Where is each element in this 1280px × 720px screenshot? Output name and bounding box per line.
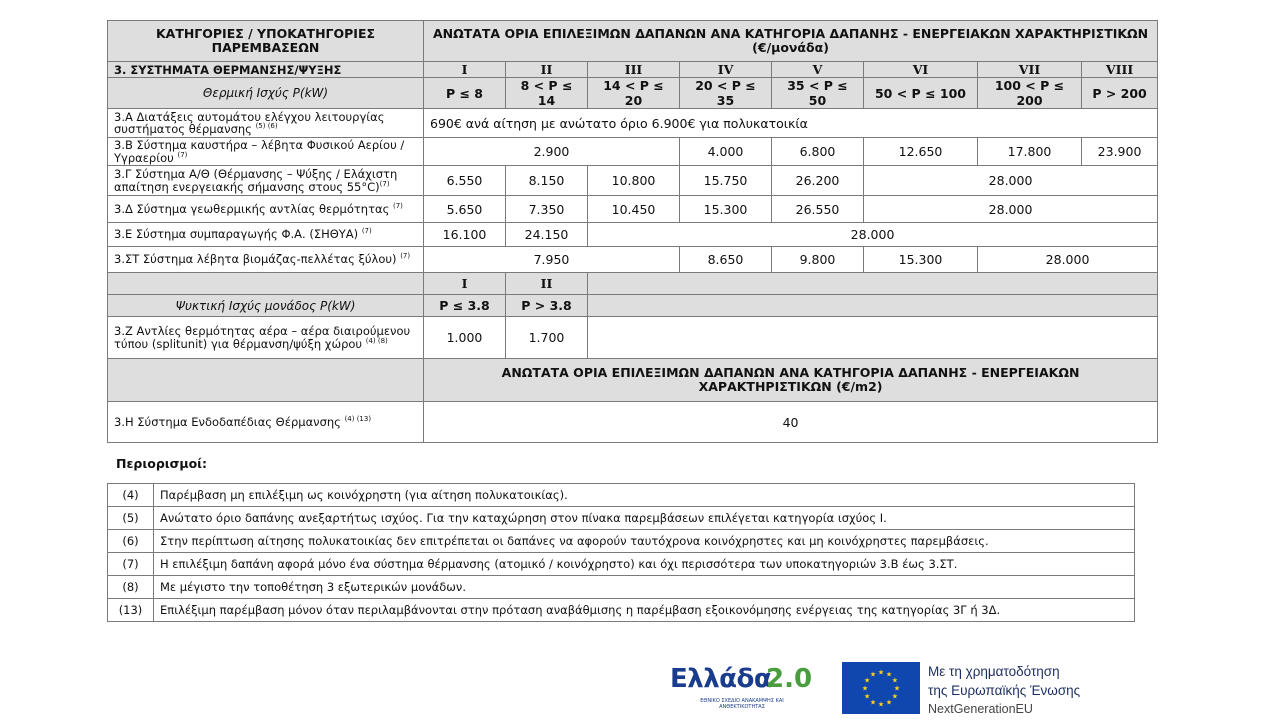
cell-value: 15.300 xyxy=(680,196,772,223)
cell-value: 28.000 xyxy=(978,247,1158,273)
cell-value: 2.900 xyxy=(424,138,680,166)
cell-value: 1.000 xyxy=(424,317,506,359)
restrictions-table xyxy=(107,483,1135,622)
row-label xyxy=(108,402,424,443)
eu-line-1: Με τη χρηματοδότηση xyxy=(928,664,1060,679)
footnote-ref: (7) xyxy=(177,150,188,159)
empty-cell xyxy=(108,359,424,402)
row-label-text: 3.Ζ Αντλίες θερμότητας αέρα – αέρα διαιρούμενου τύπου (splitunit) για θέρμανση/ψύξη χώρου xyxy=(114,324,411,351)
cell-value: 15.300 xyxy=(864,247,978,273)
cooling-class-2: II xyxy=(506,273,588,295)
cell-value: 12.650 xyxy=(864,138,978,166)
row-label-text: 3.Β Σύστημα καυστήρα – λέβητα Φυσικού Αερίου / Υγραερίου xyxy=(114,138,405,165)
table-row xyxy=(108,166,1158,196)
eu-star-icon: ★ xyxy=(863,676,871,685)
table-row xyxy=(108,402,1158,443)
eu-star-icon: ★ xyxy=(869,670,877,679)
thermal-power-label: Θερμική Ισχύς P(kW) xyxy=(108,78,424,109)
power-range-2: 8 < P ≤ 14 xyxy=(506,78,588,109)
footnote-ref: (7) xyxy=(361,227,372,236)
table-row xyxy=(108,138,1158,166)
note-row xyxy=(108,576,1135,599)
section-title: 3. ΣΥΣΤΗΜΑΤΑ ΘΕΡΜΑΝΣΗΣ/ΨΥΞΗΣ xyxy=(108,62,424,78)
greece-logo-number: 2.0 xyxy=(766,664,813,694)
header-categories: ΚΑΤΗΓΟΡΙΕΣ / ΥΠΟΚΑΤΗΓΟΡΙΕΣ ΠΑΡΕΜΒΑΣΕΩΝ xyxy=(108,21,424,62)
power-class-4: IV xyxy=(680,62,772,78)
row-label-text: 3.Γ Σύστημα Α/Θ (Θέρμανσης – Ψύξης / Ελάχιστη απαίτηση ενεργειακής σήμανσης στους 55°C) xyxy=(114,167,398,194)
greece-logo-subtitle: ΕΘΝΙΚΟ ΣΧΕΔΙΟ ΑΝΑΚΑΜΨΗΣ ΚΑΙ ΑΝΘΕΚΤΙΚΟΤΗΤΑΣ xyxy=(700,698,784,710)
power-class-8: VIII xyxy=(1082,62,1158,78)
note-number: (8) xyxy=(108,576,154,599)
cooling-class-1: I xyxy=(424,273,506,295)
header-cost-limits xyxy=(424,21,1158,62)
eu-star-icon: ★ xyxy=(893,684,901,693)
power-class-6: VI xyxy=(864,62,978,78)
eu-star-icon: ★ xyxy=(869,698,877,707)
header-m2-line2: ΧΑΡΑΚΤΗΡΙΣΤΙΚΩΝ (€/m2) xyxy=(698,379,883,394)
note-row xyxy=(108,484,1135,507)
greece-2-0-logo xyxy=(666,664,816,712)
cell-value: 10.450 xyxy=(588,196,680,223)
power-class-3: III xyxy=(588,62,680,78)
cell-value: 8.150 xyxy=(506,166,588,196)
cell-value: 10.800 xyxy=(588,166,680,196)
row-label-text: 3.Δ Σύστημα γεωθερμικής αντλίας θερμότητας xyxy=(114,201,390,216)
cell-value: 16.100 xyxy=(424,223,506,247)
cell-value: 24.150 xyxy=(506,223,588,247)
footnote-ref: (7) xyxy=(379,179,390,188)
header-cost-limits-line1: ΑΝΩΤΑΤΑ ΟΡΙΑ ΕΠΙΛΕΞΙΜΩΝ ΔΑΠΑΝΩΝ ΑΝΑ ΚΑΤΗΓΟΡΙΑ ΔΑΠΑΝΗΣ - ΕΝΕΡΓΕΙΑΚΩΝ ΧΑΡΑΚΤΗΡΙΣΤΙΚΩΝ xyxy=(432,26,1149,41)
header-m2-line1: ΑΝΩΤΑΤΑ ΟΡΙΑ ΕΠΙΛΕΞΙΜΩΝ ΔΑΠΑΝΩΝ ΑΝΑ ΚΑΤΗΓΟΡΙΑ ΔΑΠΑΝΗΣ - ΕΝΕΡΓΕΙΑΚΩΝ xyxy=(501,365,1080,380)
cell-value: 26.200 xyxy=(772,166,864,196)
eu-line-3: NextGenerationEU xyxy=(928,702,1033,716)
cell-value: 17.800 xyxy=(978,138,1082,166)
power-range-8: P > 200 xyxy=(1082,78,1158,109)
empty-cell xyxy=(588,295,1158,317)
note-text: Στην περίπτωση αίτησης πολυκατοικίας δεν επιτρέπεται οι δαπάνες να αφορούν ταυτόχρονα κοινόχρηστες και μη κοινόχρηστες παρεμβάσεις. xyxy=(154,530,1135,553)
eu-star-icon: ★ xyxy=(891,676,899,685)
cell-value: 40 xyxy=(424,402,1158,443)
row-value: 690€ ανά αίτηση με ανώτατο όριο 6.900€ για πολυκατοικία xyxy=(424,109,1158,138)
note-text: Παρέμβαση μη επιλέξιμη ως κοινόχρηστη (για αίτηση πολυκατοικίας). xyxy=(154,484,1135,507)
note-row xyxy=(108,530,1135,553)
cell-value: 7.950 xyxy=(424,247,680,273)
note-number: (4) xyxy=(108,484,154,507)
note-number: (6) xyxy=(108,530,154,553)
row-label xyxy=(108,317,424,359)
cell-value: 5.650 xyxy=(424,196,506,223)
greece-logo-word: Ελλάδα xyxy=(670,664,772,694)
note-text: Η επιλέξιμη δαπάνη αφορά μόνο ένα σύστημα θέρμανσης (ατομικό / κοινόχρηστο) και όχι περισσότερα των υποκατηγοριών 3.Β έως 3.ΣΤ. xyxy=(154,553,1135,576)
cell-value: 8.650 xyxy=(680,247,772,273)
row-label xyxy=(108,247,424,273)
power-class-1: I xyxy=(424,62,506,78)
eu-star-icon: ★ xyxy=(891,692,899,701)
eu-flag-icon xyxy=(842,662,920,714)
cell-value: 7.350 xyxy=(506,196,588,223)
power-class-2: II xyxy=(506,62,588,78)
note-row xyxy=(108,599,1135,622)
power-range-1: P ≤ 8 xyxy=(424,78,506,109)
eu-star-icon: ★ xyxy=(885,670,893,679)
cost-limits-table xyxy=(107,20,1158,443)
eu-star-icon: ★ xyxy=(863,692,871,701)
cell-value: 23.900 xyxy=(1082,138,1158,166)
header-cost-limits-m2 xyxy=(424,359,1158,402)
cell-value: 28.000 xyxy=(588,223,1158,247)
cooling-range-2: P > 3.8 xyxy=(506,295,588,317)
eu-stars-icon xyxy=(842,662,920,714)
empty-cell xyxy=(588,317,1158,359)
eu-line-2: της Ευρωπαϊκής Ένωσης xyxy=(928,683,1081,698)
note-text: Επιλέξιμη παρέμβαση μόνον όταν περιλαμβάνονται στην πρόταση αναβάθμισης η παρέμβαση εξοικονόμησης ενέργειας της κατηγορίας 3Γ ή 3Δ. xyxy=(154,599,1135,622)
cooling-range-1: P ≤ 3.8 xyxy=(424,295,506,317)
cell-value: 28.000 xyxy=(864,166,1158,196)
footnote-ref: (7) xyxy=(400,252,411,261)
empty-cell xyxy=(108,273,424,295)
note-number: (13) xyxy=(108,599,154,622)
eu-star-icon: ★ xyxy=(885,698,893,707)
power-class-5: V xyxy=(772,62,864,78)
footnote-ref: (4) (13) xyxy=(344,414,372,423)
table-row xyxy=(108,196,1158,223)
table-row xyxy=(108,109,1158,138)
row-label xyxy=(108,109,424,138)
table-row xyxy=(108,223,1158,247)
footnote-ref: (7) xyxy=(393,201,403,210)
power-range-3: 14 < P ≤ 20 xyxy=(588,78,680,109)
cell-value: 6.550 xyxy=(424,166,506,196)
power-range-4: 20 < P ≤ 35 xyxy=(680,78,772,109)
note-text: Με μέγιστο την τοποθέτηση 3 εξωτερικών μονάδων. xyxy=(154,576,1135,599)
cell-value: 28.000 xyxy=(864,196,1158,223)
eu-funding-text xyxy=(928,662,1080,719)
note-row xyxy=(108,507,1135,530)
power-range-7: 100 < P ≤ 200 xyxy=(978,78,1082,109)
cooling-power-label: Ψυκτική Ισχύς μονάδος P(kW) xyxy=(108,295,424,317)
cell-value: 1.700 xyxy=(506,317,588,359)
cell-value: 15.750 xyxy=(680,166,772,196)
cell-value: 6.800 xyxy=(772,138,864,166)
row-label-text: 3.ΣΤ Σύστημα λέβητα βιομάζας-πελλέτας ξύλου) xyxy=(114,252,397,267)
cell-value: 26.550 xyxy=(772,196,864,223)
note-row xyxy=(108,553,1135,576)
restrictions-title: Περιορισμοί: xyxy=(116,456,208,471)
header-cost-limits-unit: (€/μονάδα) xyxy=(752,40,829,55)
row-label xyxy=(108,223,424,247)
row-label-text: 3.Ε Σύστημα συμπαραγωγής Φ.Α. (ΣΗΘΥΑ) xyxy=(114,227,359,242)
note-text: Ανώτατο όριο δαπάνης ανεξαρτήτως ισχύος. Για την καταχώρηση στον πίνακα παρεμβάσεων επιλέγεται κατηγορία ισχύος I. xyxy=(154,507,1135,530)
note-number: (5) xyxy=(108,507,154,530)
power-class-7: VII xyxy=(978,62,1082,78)
cell-value: 9.800 xyxy=(772,247,864,273)
row-label-text: 3.Α Διατάξεις αυτομάτου ελέγχου λειτουργίας συστήματος θέρμανσης xyxy=(114,109,385,136)
footnote-ref: (5) (6) xyxy=(255,122,278,131)
row-label xyxy=(108,196,424,223)
power-range-6: 50 < P ≤ 100 xyxy=(864,78,978,109)
table-row xyxy=(108,317,1158,359)
eu-star-icon: ★ xyxy=(861,684,869,693)
power-range-5: 35 < P ≤ 50 xyxy=(772,78,864,109)
row-label xyxy=(108,138,424,166)
table-row xyxy=(108,247,1158,273)
cell-value: 4.000 xyxy=(680,138,772,166)
row-label-text: 3.Η Σύστημα Ενδοδαπέδιας Θέρμανσης xyxy=(114,414,341,429)
note-number: (7) xyxy=(108,553,154,576)
row-label xyxy=(108,166,424,196)
footnote-ref: (4) (8) xyxy=(365,336,388,345)
empty-cell xyxy=(588,273,1158,295)
eu-star-icon: ★ xyxy=(877,700,885,709)
eu-star-icon: ★ xyxy=(877,668,885,677)
